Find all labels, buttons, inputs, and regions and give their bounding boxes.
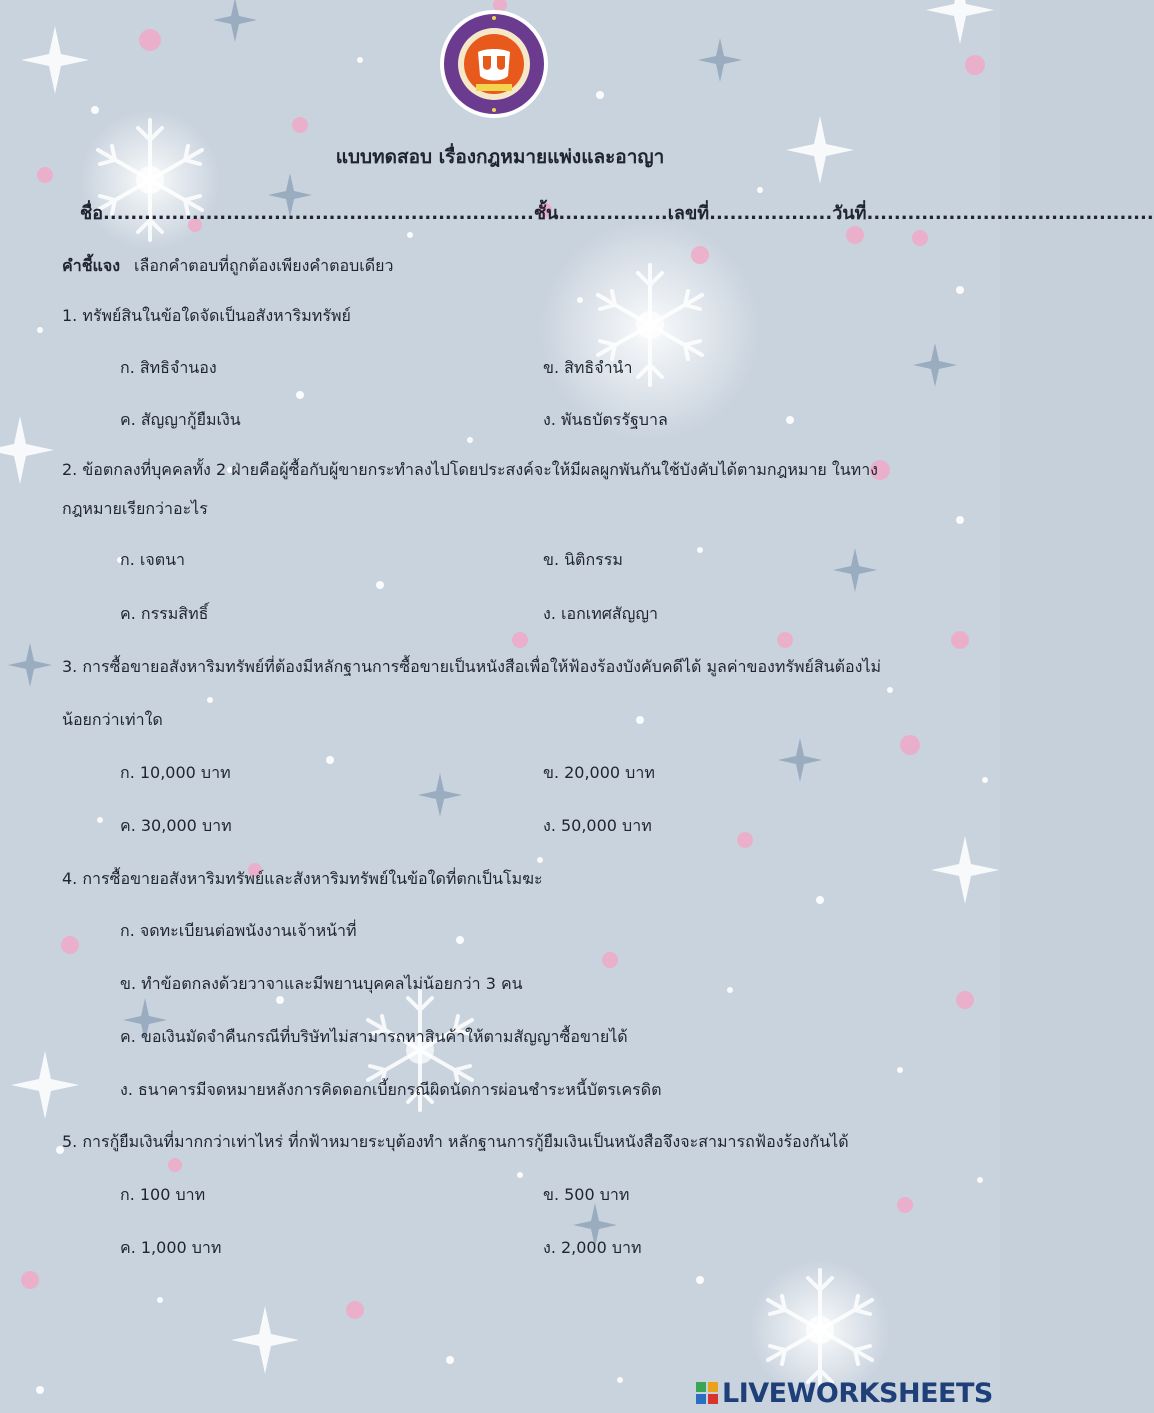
q4-option-a[interactable]: ก. จดทะเบียนต่อพนังงานเจ้าหน้าที่ xyxy=(120,921,357,940)
grade-label: ชั้น xyxy=(533,203,559,224)
liveworksheets-logo-icon xyxy=(696,1382,718,1404)
student-info-line xyxy=(80,198,1154,227)
number-label: เลขที่ xyxy=(667,203,710,224)
question-4: 4. การซื้อขายอสังหาริมทรัพย์และสังหาริมทรัพย์ในข้อใดที่ตกเป็นโมฆะ xyxy=(62,869,543,888)
q5-option-a[interactable]: ก. 100 บาท xyxy=(120,1185,206,1204)
q4-option-d[interactable]: ง. ธนาคารมีจดหมายหลังการคิดดอกเบี้ยกรณีผิดนัดการผ่อนชำระหนี้บัตรเครดิต xyxy=(120,1080,662,1099)
q2-option-d[interactable]: ง. เอกเทศสัญญา xyxy=(543,604,658,623)
q1-option-a[interactable]: ก. สิทธิจำนอง xyxy=(120,358,217,377)
instructions xyxy=(62,254,393,279)
name-field[interactable]: ............................................................... xyxy=(103,203,534,224)
q2-option-a[interactable]: ก. เจตนา xyxy=(120,550,186,569)
q5-option-b[interactable]: ข. 500 บาท xyxy=(543,1185,630,1204)
grade-field[interactable]: ................ xyxy=(558,203,668,224)
q2-option-b[interactable]: ข. นิติกรรม xyxy=(543,550,623,569)
question-2: 2. ข้อตกลงที่บุคคลทั้ง 2 ฝ่ายคือผู้ซื้อกับผู้ขายกระทำลงไปโดยประสงค์จะให้มีผลผูกพันกันใช้บังคับได้ตามกฎหมาย ในทาง xyxy=(62,460,878,479)
page-title: แบบทดสอบ เรื่องกฎหมายแพ่งและอาญา xyxy=(335,146,665,168)
q4-option-b[interactable]: ข. ทำข้อตกลงด้วยวาจาและมีพยานบุคคลไม่น้อยกว่า 3 คน xyxy=(120,974,523,993)
question-2-line-2: กฎหมายเรียกว่าอะไร xyxy=(62,499,208,518)
date-field[interactable]: .......................................... xyxy=(866,203,1154,224)
question-1: 1. ทรัพย์สินในข้อใดจัดเป็นอสังหาริมทรัพย์ xyxy=(62,306,351,325)
liveworksheets-text: LIVEWORKSHEETS xyxy=(722,1377,993,1409)
question-3-line-2: น้อยกว่าเท่าใด xyxy=(62,710,163,729)
instructions-label: คำชี้แจง xyxy=(62,256,121,275)
number-field[interactable]: .................. xyxy=(709,203,833,224)
question-5: 5. การกู้ยืมเงินที่มากกว่าเท่าไหร่ ที่กฟ้าหมายระบุต้องทำ หลักฐานการกู้ยืมเงินเป็นหนังสือจึงจะสามารถฟ้องร้องกันได้ xyxy=(62,1132,849,1151)
q5-option-c[interactable]: ค. 1,000 บาท xyxy=(120,1238,222,1257)
date-label: วันที่ xyxy=(832,203,867,224)
liveworksheets-branding[interactable] xyxy=(696,1376,993,1410)
q3-option-a[interactable]: ก. 10,000 บาท xyxy=(120,763,231,782)
school-seal-icon xyxy=(438,8,550,120)
name-label: ชื่อ xyxy=(80,203,104,224)
question-3: 3. การซื้อขายอสังหาริมทรัพย์ที่ต้องมีหลักฐานการซื้อขายเป็นหนังสือเพื่อให้ฟ้องร้องบังคับคดีได้ มูลค่าของทรัพย์สินต้องไม่ xyxy=(62,657,882,676)
q1-option-b[interactable]: ข. สิทธิจำนำ xyxy=(543,358,633,377)
q5-option-d[interactable]: ง. 2,000 บาท xyxy=(543,1238,642,1257)
instructions-text: เลือกคำตอบที่ถูกต้องเพียงคำตอบเดียว xyxy=(134,256,394,275)
q3-option-b[interactable]: ข. 20,000 บาท xyxy=(543,763,655,782)
q4-option-c[interactable]: ค. ขอเงินมัดจำคืนกรณีที่บริษัทไม่สามารถหาสินค้าให้ตามสัญญาซื้อขายได้ xyxy=(120,1027,628,1046)
q3-option-c[interactable]: ค. 30,000 บาท xyxy=(120,816,232,835)
q1-option-c[interactable]: ค. สัญญากู้ยืมเงิน xyxy=(120,410,241,429)
q2-option-c[interactable]: ค. กรรมสิทธิ์ xyxy=(120,604,209,623)
q1-option-d[interactable]: ง. พันธบัตรรัฐบาล xyxy=(543,410,668,429)
q3-option-d[interactable]: ง. 50,000 บาท xyxy=(543,816,652,835)
